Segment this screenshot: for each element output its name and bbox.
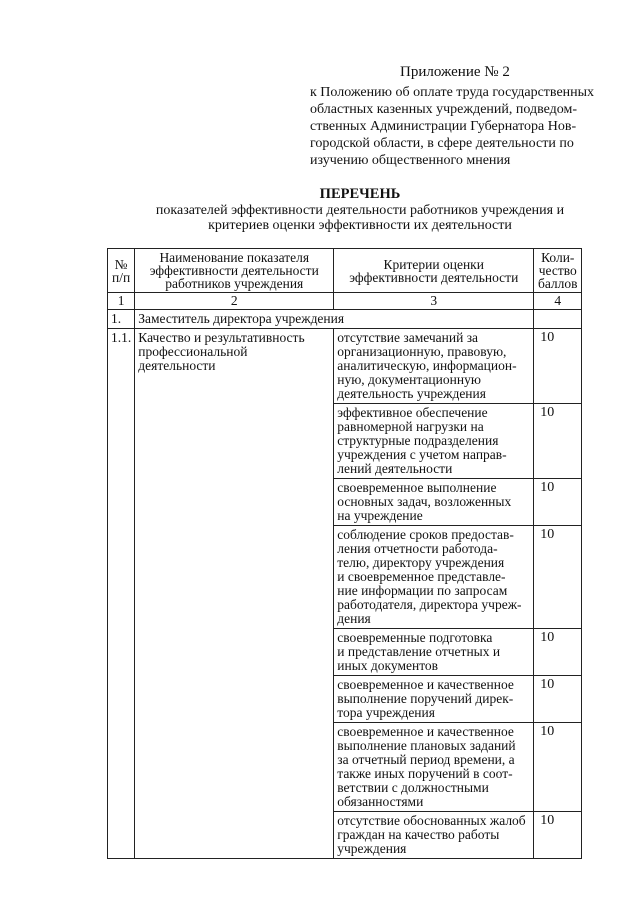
criterion-text bbox=[334, 723, 534, 812]
criterion-line: дения bbox=[337, 611, 371, 626]
criterion-points: 10 bbox=[534, 329, 582, 404]
header-num bbox=[108, 249, 135, 293]
criterion-line: также иных поручений в соот- bbox=[337, 766, 513, 781]
column-number: 4 bbox=[534, 293, 582, 310]
criterion-text bbox=[334, 404, 534, 479]
criterion-points: 10 bbox=[534, 812, 582, 859]
header-points-line: чество bbox=[538, 263, 577, 278]
criterion-line: аналитическую, информацион- bbox=[337, 358, 517, 373]
header-name-line: Наименование показателя bbox=[159, 250, 310, 265]
criterion-line: основных задач, возложенных bbox=[337, 494, 512, 509]
criterion-line: организационную, правовую, bbox=[337, 344, 507, 359]
header-points-line: Коли- bbox=[541, 250, 575, 265]
criterion-line: ние информации по запросам bbox=[337, 583, 508, 598]
criteria-table bbox=[107, 248, 582, 859]
column-number: 3 bbox=[334, 293, 534, 310]
criterion-line: равномерной нагрузки на bbox=[337, 419, 484, 434]
criterion-line: деятельность учреждения bbox=[337, 386, 486, 401]
criterion-line: структурные подразделения bbox=[337, 433, 499, 448]
criterion-points: 10 bbox=[534, 723, 582, 812]
section-row bbox=[108, 310, 582, 329]
criterion-text bbox=[334, 629, 534, 676]
criterion-text bbox=[334, 676, 534, 723]
criterion-text bbox=[334, 479, 534, 526]
criterion-points: 10 bbox=[534, 479, 582, 526]
criterion-points: 10 bbox=[534, 676, 582, 723]
header-points bbox=[534, 249, 582, 293]
section-title: Заместитель директора учреждения bbox=[135, 310, 534, 329]
column-number: 1 bbox=[108, 293, 135, 310]
criterion-line: ную, документационную bbox=[337, 372, 481, 387]
subheading-line: показателей эффективности деятельности работников учреждения и bbox=[155, 203, 565, 218]
criterion-line: и своевременное представле- bbox=[337, 569, 506, 584]
criterion-line: тора учреждения bbox=[337, 705, 435, 720]
section-points-empty bbox=[534, 310, 582, 329]
criterion-points: 10 bbox=[534, 629, 582, 676]
criterion-line: и представление отчетных и bbox=[337, 644, 501, 659]
table-header-row bbox=[108, 249, 582, 293]
appendix-subtitle bbox=[310, 84, 610, 169]
criterion-points: 10 bbox=[534, 526, 582, 629]
section-number: 1. bbox=[108, 310, 135, 329]
appendix-title: Приложение № 2 bbox=[400, 64, 510, 80]
indicator-number: 1.1. bbox=[108, 329, 135, 859]
criterion-text bbox=[334, 526, 534, 629]
criterion-line: выполнение плановых заданий bbox=[337, 738, 516, 753]
criterion-line: отсутствие обоснованных жалоб bbox=[337, 813, 526, 828]
indicator-name-line: деятельности bbox=[138, 358, 216, 373]
criterion-line: учреждения с учетом направ- bbox=[337, 447, 507, 462]
criterion-line: своевременное и качественное bbox=[337, 724, 514, 739]
header-num-line: № bbox=[114, 256, 128, 272]
criterion-line: ления отчетности работода- bbox=[337, 541, 498, 556]
criterion-line: своевременное и качественное bbox=[337, 677, 514, 692]
criterion-line: иных документов bbox=[337, 658, 439, 673]
header-criteria-line: Критерии оценки bbox=[383, 256, 484, 272]
criterion-line: эффективное обеспечение bbox=[337, 405, 488, 420]
header-criteria bbox=[334, 249, 534, 293]
criterion-line: граждан на качество работы bbox=[337, 827, 500, 842]
criterion-text bbox=[334, 812, 534, 859]
appendix-subtitle-line: к Положению об оплате труда государственных bbox=[310, 85, 595, 100]
criterion-row bbox=[108, 329, 582, 404]
indicator-name bbox=[135, 329, 334, 859]
column-number-row bbox=[108, 293, 582, 310]
criterion-text bbox=[334, 329, 534, 404]
criterion-line: учреждения bbox=[337, 841, 407, 856]
criterion-line: соблюдение сроков предостав- bbox=[337, 527, 514, 542]
header-num-line: п/п bbox=[112, 269, 131, 285]
header-name-line: эффективности деятельности bbox=[149, 263, 319, 278]
appendix-subtitle-line: областных казенных учреждений, подведом- bbox=[310, 102, 578, 117]
header-name-line: работников учреждения bbox=[165, 276, 304, 291]
criterion-line: лений деятельности bbox=[337, 461, 453, 476]
header-indicator-name bbox=[135, 249, 334, 293]
criterion-line: на учреждение bbox=[337, 508, 423, 523]
criterion-points: 10 bbox=[534, 404, 582, 479]
header-points-line: баллов bbox=[537, 276, 578, 291]
criterion-line: ветствии с должностными bbox=[337, 780, 489, 795]
indicator-name-line: профессиональной bbox=[138, 344, 248, 359]
appendix-subtitle-line: ственных Администрации Губернатора Нов- bbox=[310, 119, 577, 134]
appendix-subtitle-line: городской области, в сфере деятельности по bbox=[310, 136, 574, 151]
column-number: 2 bbox=[135, 293, 334, 310]
criterion-line: отсутствие замечаний за bbox=[337, 330, 479, 345]
criterion-line: своевременное выполнение bbox=[337, 480, 497, 495]
criterion-line: за отчетный период времени, а bbox=[337, 752, 515, 767]
subheading-line: критериев оценки эффективности их деятельности bbox=[208, 218, 512, 233]
indicator-name-line: Качество и результативность bbox=[138, 330, 305, 345]
header-criteria-line: эффективности деятельности bbox=[349, 269, 519, 285]
appendix-subtitle-line: изучению общественного мнения bbox=[310, 153, 511, 168]
criterion-line: работодателя, директора учреж- bbox=[337, 597, 522, 612]
criterion-line: своевременные подготовка bbox=[337, 630, 493, 645]
document-heading: ПЕРЕЧЕНЬ bbox=[319, 186, 401, 202]
criterion-line: телю, директору учреждения bbox=[337, 555, 505, 570]
criterion-line: выполнение поручений дирек- bbox=[337, 691, 514, 706]
criterion-line: обязанностями bbox=[337, 794, 424, 809]
document-subheading bbox=[120, 203, 600, 233]
